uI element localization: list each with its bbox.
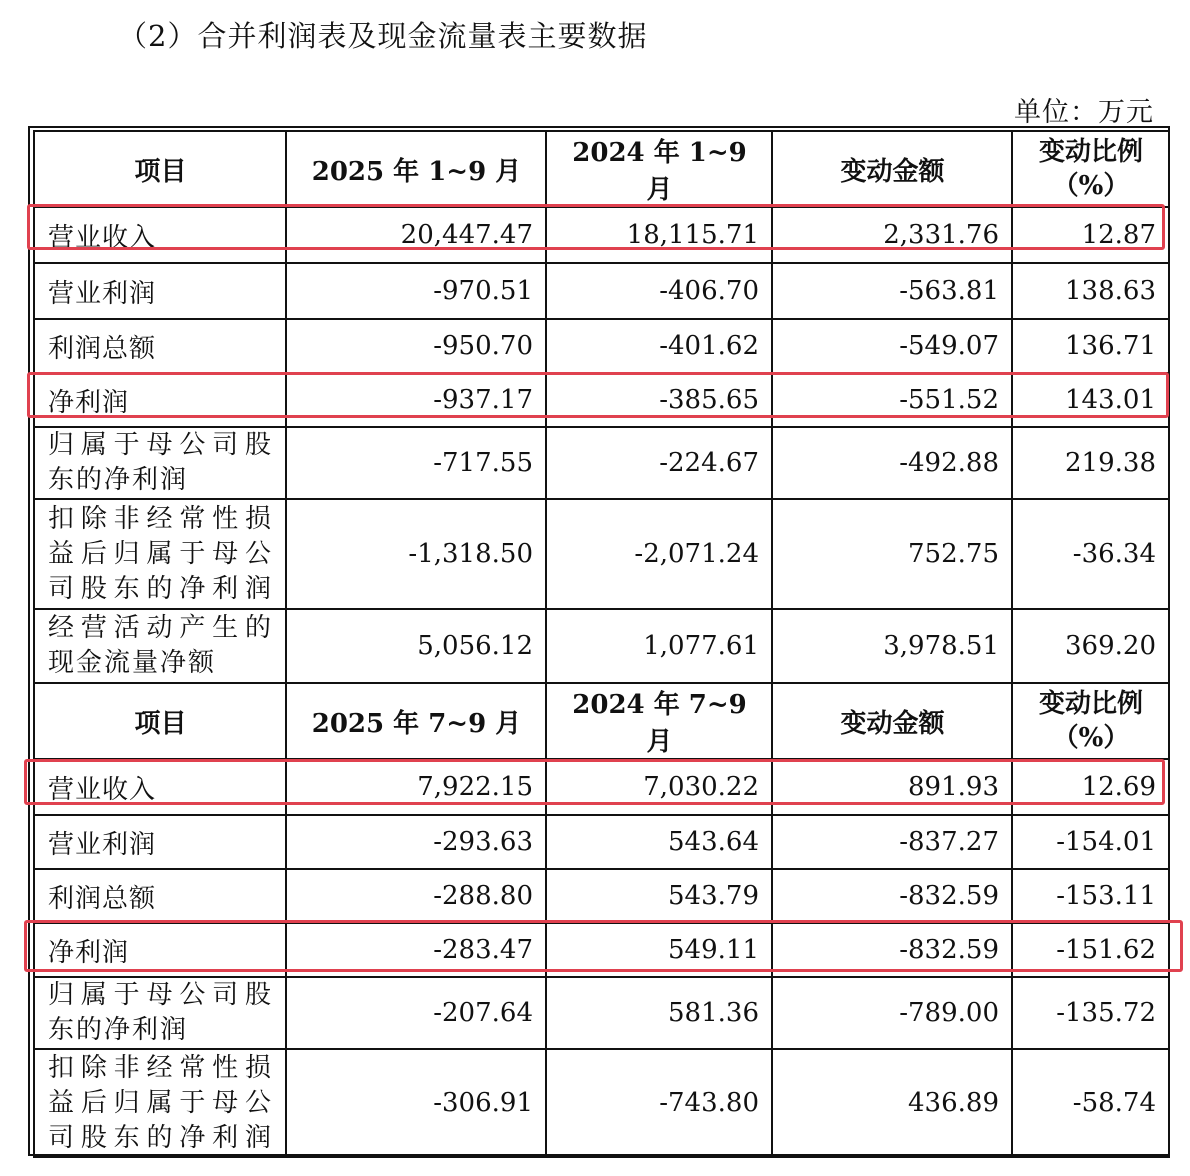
current-period-value: -717.55 bbox=[286, 427, 546, 499]
row-item-line: 现金流量净额 bbox=[48, 648, 217, 678]
change-amount-value: 752.75 bbox=[772, 499, 1012, 609]
row-item-line: 扣除非经常性损 bbox=[48, 503, 273, 534]
row-item-label bbox=[34, 977, 286, 1049]
header-change-amount: 变动金额 bbox=[772, 683, 1012, 759]
row-item-line: 经营活动产生的 bbox=[48, 613, 273, 643]
header-change-ratio-line1: 变动比例 bbox=[1038, 137, 1143, 167]
row-item-line: 司股东的净利润 bbox=[48, 1122, 273, 1153]
prior-period-value: 7,030.22 bbox=[546, 759, 772, 815]
row-item-text: 营业利润 bbox=[48, 829, 157, 860]
unit-label: 单位：万元 bbox=[1014, 97, 1154, 128]
change-amount-value: -549.07 bbox=[772, 319, 1012, 373]
header-item: 项目 bbox=[34, 131, 286, 207]
change-ratio-value: 369.20 bbox=[1012, 609, 1169, 683]
prior-period-value: -406.70 bbox=[546, 263, 772, 319]
row-item-label bbox=[34, 499, 286, 609]
prior-period-value: -2,071.24 bbox=[546, 499, 772, 609]
prior-period-value: 1,077.61 bbox=[546, 609, 772, 683]
row-item-text: 营业利润 bbox=[48, 278, 157, 309]
prior-period-value: -224.67 bbox=[546, 427, 772, 499]
highlight-net-profit-q3 bbox=[24, 920, 1183, 972]
change-ratio-value: 12.87 bbox=[1012, 207, 1169, 263]
table-row bbox=[34, 427, 1169, 499]
current-period-value: -283.47 bbox=[286, 923, 546, 977]
row-item-text: 利润总额 bbox=[48, 333, 157, 364]
table-row bbox=[34, 1049, 1169, 1157]
financial-table bbox=[33, 130, 1170, 1158]
current-period-value: 7,922.15 bbox=[286, 759, 546, 815]
prior-period-value: 543.79 bbox=[546, 869, 772, 923]
change-ratio-value: -154.01 bbox=[1012, 815, 1169, 869]
current-period-value: -293.63 bbox=[286, 815, 546, 869]
change-amount-value: -832.59 bbox=[772, 923, 1012, 977]
highlight-revenue-q3 bbox=[24, 759, 1165, 805]
current-period-value: 5,056.12 bbox=[286, 609, 546, 683]
row-item-line: 扣除非经常性损 bbox=[48, 1052, 273, 1083]
prior-period-value: 543.64 bbox=[546, 815, 772, 869]
current-period-value: -207.64 bbox=[286, 977, 546, 1049]
table-row bbox=[34, 815, 1169, 869]
row-item-text: 利润总额 bbox=[48, 883, 157, 914]
change-amount-value: 3,978.51 bbox=[772, 609, 1012, 683]
current-period-value: -288.80 bbox=[286, 869, 546, 923]
table-row bbox=[34, 869, 1169, 923]
row-item-multiline bbox=[48, 502, 273, 607]
row-item-label bbox=[34, 263, 286, 319]
prior-period-value: 581.36 bbox=[546, 977, 772, 1049]
row-item-line: 司股东的净利润 bbox=[48, 573, 273, 604]
change-ratio-value: -36.34 bbox=[1012, 499, 1169, 609]
change-amount-value: -789.00 bbox=[772, 977, 1012, 1049]
table-row bbox=[34, 319, 1169, 373]
header-item: 项目 bbox=[34, 683, 286, 759]
header-change-ratio-line1: 变动比例 bbox=[1038, 689, 1143, 719]
row-item-multiline bbox=[48, 978, 273, 1048]
row-item-line: 归属于母公司股 bbox=[48, 430, 273, 460]
change-amount-value: -832.59 bbox=[772, 869, 1012, 923]
change-amount-value: -837.27 bbox=[772, 815, 1012, 869]
current-period-value: -1,318.50 bbox=[286, 499, 546, 609]
row-item-line: 归属于母公司股 bbox=[48, 980, 273, 1010]
table-row bbox=[34, 263, 1169, 319]
change-ratio-value: -153.11 bbox=[1012, 869, 1169, 923]
change-amount-value: -563.81 bbox=[772, 263, 1012, 319]
highlight-revenue-ytd bbox=[27, 204, 1165, 250]
row-item-text: 净利润 bbox=[48, 387, 130, 418]
highlight-net-profit-ytd bbox=[27, 372, 1169, 418]
row-item-text: 营业收入 bbox=[48, 222, 157, 253]
header-change-ratio-line2: （%） bbox=[1052, 171, 1130, 201]
header-row bbox=[34, 683, 1169, 759]
row-item-multiline bbox=[48, 1051, 273, 1156]
change-ratio-value: 143.01 bbox=[1012, 373, 1169, 427]
row-item-line: 东的净利润 bbox=[48, 465, 189, 495]
header-change-amount: 变动金额 bbox=[772, 131, 1012, 207]
row-item-line: 益后归属于母公 bbox=[48, 538, 273, 569]
header-prior-period: 2024 年 7~9 月 bbox=[546, 683, 772, 759]
header-prior-period: 2024 年 1~9 月 bbox=[546, 131, 772, 207]
row-item-text: 净利润 bbox=[48, 937, 130, 968]
row-item-line: 东的净利润 bbox=[48, 1015, 189, 1045]
header-current-period: 2025 年 1~9 月 bbox=[286, 131, 546, 207]
prior-period-value: 549.11 bbox=[546, 923, 772, 977]
change-ratio-value: 12.69 bbox=[1012, 759, 1169, 815]
prior-period-value: -401.62 bbox=[546, 319, 772, 373]
change-ratio-value: 138.63 bbox=[1012, 263, 1169, 319]
row-item-label bbox=[34, 609, 286, 683]
change-ratio-value: -58.74 bbox=[1012, 1049, 1169, 1157]
row-item-label bbox=[34, 815, 286, 869]
row-item-label bbox=[34, 869, 286, 923]
header-change-ratio-line2: （%） bbox=[1052, 723, 1130, 753]
header-current-period: 2025 年 7~9 月 bbox=[286, 683, 546, 759]
current-period-value: -306.91 bbox=[286, 1049, 546, 1157]
current-period-value: -937.17 bbox=[286, 373, 546, 427]
change-ratio-value: -151.62 bbox=[1012, 923, 1169, 977]
header-row bbox=[34, 131, 1169, 207]
row-item-label bbox=[34, 427, 286, 499]
change-amount-value: -551.52 bbox=[772, 373, 1012, 427]
change-ratio-value: 136.71 bbox=[1012, 319, 1169, 373]
table-row bbox=[34, 499, 1169, 609]
header-change-ratio bbox=[1012, 131, 1169, 207]
prior-period-value: -743.80 bbox=[546, 1049, 772, 1157]
table-row bbox=[34, 609, 1169, 683]
prior-period-value: -385.65 bbox=[546, 373, 772, 427]
row-item-line: 益后归属于母公 bbox=[48, 1087, 273, 1118]
prior-period-value: 18,115.71 bbox=[546, 207, 772, 263]
row-item-multiline bbox=[48, 611, 273, 681]
row-item-label bbox=[34, 1049, 286, 1157]
row-item-label bbox=[34, 319, 286, 373]
change-amount-value: -492.88 bbox=[772, 427, 1012, 499]
current-period-value: 20,447.47 bbox=[286, 207, 546, 263]
change-amount-value: 891.93 bbox=[772, 759, 1012, 815]
change-amount-value: 2,331.76 bbox=[772, 207, 1012, 263]
row-item-text: 营业收入 bbox=[48, 774, 157, 805]
current-period-value: -970.51 bbox=[286, 263, 546, 319]
change-amount-value: 436.89 bbox=[772, 1049, 1012, 1157]
row-item-multiline bbox=[48, 428, 273, 498]
section-title: （2）合并利润表及现金流量表主要数据 bbox=[118, 19, 648, 53]
current-period-value: -950.70 bbox=[286, 319, 546, 373]
table-row bbox=[34, 977, 1169, 1049]
change-ratio-value: -135.72 bbox=[1012, 977, 1169, 1049]
change-ratio-value: 219.38 bbox=[1012, 427, 1169, 499]
header-change-ratio bbox=[1012, 683, 1169, 759]
